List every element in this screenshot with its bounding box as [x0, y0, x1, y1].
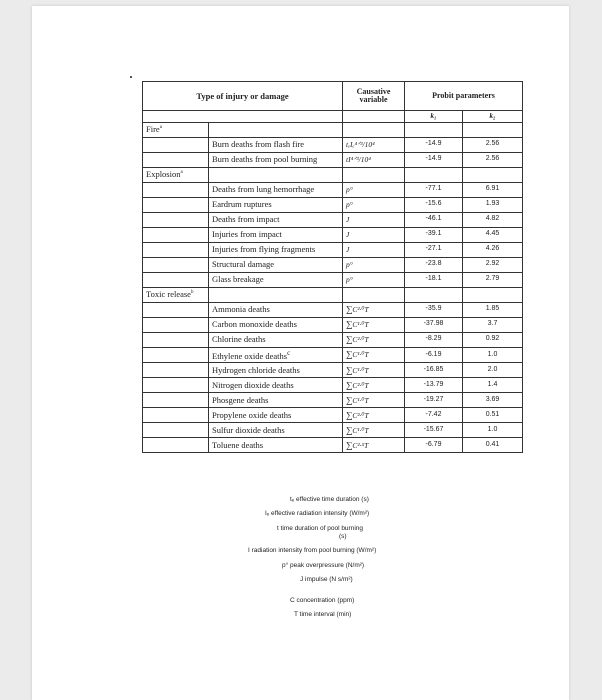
- variable-text: C¹·⁰T: [352, 395, 369, 405]
- k1-value: -23.8: [405, 257, 463, 272]
- causative-variable: [343, 212, 405, 227]
- k2-value: 2.79: [463, 272, 523, 287]
- variable-text: C¹·⁰T: [352, 365, 369, 375]
- variable-text: C¹·⁰T: [352, 350, 369, 360]
- variable-text: p°: [346, 260, 353, 270]
- injury-type: [209, 242, 343, 257]
- causative-variable: [343, 227, 405, 242]
- legend-t-line1: t time duration of pool burning: [277, 525, 363, 532]
- k1-value: -14.9: [405, 137, 463, 152]
- injury-type-text: Carbon monoxide deaths: [212, 319, 297, 330]
- variable-text: tₑIₑ⁴ᐟ³/10⁴: [346, 140, 375, 150]
- injury-type-text: Nitrogen dioxide deaths: [212, 379, 294, 390]
- indent-cell: [143, 227, 209, 242]
- variable-text: C²·⁰T: [352, 305, 369, 315]
- header-k1: k₁: [405, 111, 463, 123]
- header-type: Type of injury or damage: [143, 82, 343, 111]
- table-row: [143, 272, 523, 287]
- causative-variable: [343, 317, 405, 332]
- table-row: [143, 332, 523, 347]
- k2-value: 4.45: [463, 227, 523, 242]
- causative-variable: [343, 272, 405, 287]
- category-text: Explosion: [146, 169, 181, 180]
- category-note: a: [159, 125, 162, 131]
- table-row: [143, 182, 523, 197]
- k2-value: 1.85: [463, 302, 523, 317]
- category-note: b: [190, 290, 194, 296]
- causative-variable: [343, 257, 405, 272]
- sum-symbol: ∑: [346, 334, 353, 345]
- variable-text: C²·⁵T: [352, 440, 369, 450]
- category-empty-k2: [463, 167, 523, 182]
- sum-symbol: ∑: [346, 349, 353, 360]
- sum-symbol: ∑: [346, 394, 353, 405]
- k1-value: -8.29: [405, 332, 463, 347]
- category-row-toxic: [143, 287, 523, 302]
- injury-type: [209, 302, 343, 317]
- causative-variable: [343, 423, 405, 438]
- legend-c: C concentration (ppm): [290, 597, 355, 604]
- causative-variable: [343, 302, 405, 317]
- header-k2: k₂: [463, 111, 523, 123]
- sum-symbol: ∑: [346, 379, 353, 390]
- sum-symbol: ∑: [346, 409, 353, 420]
- injury-type: [209, 408, 343, 423]
- category-empty-k1: [405, 287, 463, 302]
- table-row: [143, 197, 523, 212]
- injury-type-text: Toluene deaths: [212, 439, 264, 450]
- category-empty-k2: [463, 287, 523, 302]
- indent-cell: [143, 438, 209, 453]
- indent-cell: [143, 212, 209, 227]
- causative-variable: [343, 332, 405, 347]
- k1-value: -77.1: [405, 182, 463, 197]
- causative-variable: [343, 137, 405, 152]
- injury-type: [209, 347, 343, 362]
- injury-type-text: Sulfur dioxide deaths: [212, 424, 285, 435]
- variable-text: J: [346, 245, 350, 255]
- legend-p: p° peak overpressure (N/m²): [282, 562, 365, 569]
- table-row: [143, 378, 523, 393]
- injury-type-text: Structural damage: [212, 259, 275, 270]
- variable-text: p°: [346, 275, 353, 285]
- table-row: [143, 227, 523, 242]
- injury-type: [209, 257, 343, 272]
- category-empty-var: [343, 122, 405, 137]
- table-row: [143, 242, 523, 257]
- table-row: [143, 137, 523, 152]
- k1-value: -16.85: [405, 363, 463, 378]
- k1-value: -15.67: [405, 423, 463, 438]
- page-mark: [130, 76, 132, 78]
- causative-variable: [343, 363, 405, 378]
- injury-type: [209, 137, 343, 152]
- category-note: a: [180, 170, 183, 176]
- injury-type: [209, 332, 343, 347]
- header-variable-line2: variable: [359, 95, 388, 104]
- causative-variable: [343, 438, 405, 453]
- sum-symbol: ∑: [346, 364, 353, 375]
- category-empty-k1: [405, 167, 463, 182]
- table-row: [143, 152, 523, 167]
- injury-type-text: Eardrum ruptures: [212, 199, 272, 210]
- probit-table: [142, 81, 523, 453]
- table-row: [143, 393, 523, 408]
- indent-cell: [143, 257, 209, 272]
- header-blank-var: [343, 111, 405, 123]
- injury-type-text: Propylene oxide deaths: [212, 409, 292, 420]
- variable-text: tI⁴ᐟ³/10⁴: [346, 155, 371, 165]
- category-empty-k1: [405, 122, 463, 137]
- indent-cell: [143, 152, 209, 167]
- causative-variable: [343, 393, 405, 408]
- injury-type-text: Phosgene deaths: [212, 394, 269, 405]
- injury-type: [209, 317, 343, 332]
- category-label: [143, 122, 209, 137]
- injury-type-note: c: [287, 348, 291, 357]
- k1-value: -14.9: [405, 152, 463, 167]
- causative-variable: [343, 182, 405, 197]
- variable-text: C¹·⁰T: [352, 320, 369, 330]
- table-row: [143, 408, 523, 423]
- injury-type: [209, 182, 343, 197]
- k1-value: -13.79: [405, 378, 463, 393]
- variable-text: C²·⁰T: [352, 335, 369, 345]
- indent-cell: [143, 302, 209, 317]
- k1-value: -18.1: [405, 272, 463, 287]
- category-row-fire: [143, 122, 523, 137]
- indent-cell: [143, 393, 209, 408]
- k1-value: -15.6: [405, 197, 463, 212]
- table-row: [143, 212, 523, 227]
- sum-symbol: ∑: [346, 304, 353, 315]
- k2-value: 1.0: [463, 347, 523, 362]
- k1-value: -35.9: [405, 302, 463, 317]
- injury-type-text: Chlorine deaths: [212, 334, 266, 345]
- indent-cell: [143, 242, 209, 257]
- indent-cell: [143, 408, 209, 423]
- k1-value: -6.19: [405, 347, 463, 362]
- indent-cell: [143, 137, 209, 152]
- variable-text: p°: [346, 200, 353, 210]
- k1-value: -37.98: [405, 317, 463, 332]
- table-row: [143, 302, 523, 317]
- causative-variable: [343, 242, 405, 257]
- table-row: [143, 257, 523, 272]
- k1-value: -7.42: [405, 408, 463, 423]
- k2-value: 2.92: [463, 257, 523, 272]
- k1-value: -39.1: [405, 227, 463, 242]
- variable-text: J: [346, 230, 350, 240]
- k1-value: -19.27: [405, 393, 463, 408]
- legend-te: tₑ effective time duration (s): [290, 496, 369, 503]
- injury-type: [209, 227, 343, 242]
- injury-type-text: Injuries from impact: [212, 229, 282, 240]
- injury-type-text: Burn deaths from flash fire: [212, 139, 305, 150]
- legend-tt: T time interval (min): [294, 611, 352, 618]
- causative-variable: [343, 408, 405, 423]
- legend-ie: Iₑ effective radiation intensity (W/m²): [265, 510, 370, 517]
- injury-type: [209, 272, 343, 287]
- k2-value: 0.51: [463, 408, 523, 423]
- injury-type: [209, 423, 343, 438]
- k1-value: -27.1: [405, 242, 463, 257]
- injury-type: [209, 393, 343, 408]
- k2-value: 4.82: [463, 212, 523, 227]
- table-row: [143, 423, 523, 438]
- category-empty-k2: [463, 122, 523, 137]
- table-row: [143, 347, 523, 362]
- injury-type: [209, 197, 343, 212]
- injury-type-text: Ammonia deaths: [212, 304, 270, 315]
- variable-text: p°: [346, 185, 353, 195]
- indent-cell: [143, 182, 209, 197]
- variable-text: C²·⁰T: [352, 380, 369, 390]
- sum-symbol: ∑: [346, 319, 353, 330]
- injury-type-text: Ethylene oxide deaths: [212, 350, 288, 361]
- k2-value: 1.93: [463, 197, 523, 212]
- k2-value: 6.91: [463, 182, 523, 197]
- category-text: Toxic release: [146, 289, 191, 300]
- header-probit: Probit parameters: [405, 82, 523, 111]
- k1-value: -6.79: [405, 438, 463, 453]
- indent-cell: [143, 423, 209, 438]
- category-empty-var: [343, 287, 405, 302]
- injury-type-text: Hydrogen chloride deaths: [212, 364, 300, 375]
- k1-value: -46.1: [405, 212, 463, 227]
- injury-type-text: Deaths from lung hemorrhage: [212, 184, 315, 195]
- causative-variable: [343, 152, 405, 167]
- header-blank: [143, 111, 343, 123]
- category-label: [143, 287, 209, 302]
- variable-text: C¹·⁰T: [352, 425, 369, 435]
- injury-type-text: Injuries from flying fragments: [212, 244, 316, 255]
- injury-type-text: Burn deaths from pool burning: [212, 154, 318, 165]
- k2-value: 2.56: [463, 137, 523, 152]
- causative-variable: [343, 197, 405, 212]
- category-label: [143, 167, 209, 182]
- k2-value: 0.92: [463, 332, 523, 347]
- k2-value: 3.7: [463, 317, 523, 332]
- indent-cell: [143, 317, 209, 332]
- indent-cell: [143, 363, 209, 378]
- document-page: [32, 6, 569, 700]
- variable-text: C²·⁰T: [352, 410, 369, 420]
- injury-type: [209, 378, 343, 393]
- k2-value: 2.56: [463, 152, 523, 167]
- indent-cell: [143, 197, 209, 212]
- header-variable: [343, 82, 405, 111]
- category-spacer: [209, 287, 343, 302]
- injury-type: [209, 363, 343, 378]
- k2-value: 3.69: [463, 393, 523, 408]
- table-row: [143, 317, 523, 332]
- causative-variable: [343, 378, 405, 393]
- injury-type: [209, 212, 343, 227]
- k2-value: 4.26: [463, 242, 523, 257]
- sum-symbol: ∑: [346, 424, 353, 435]
- legend-j: J impulse (N s/m²): [300, 576, 353, 583]
- indent-cell: [143, 378, 209, 393]
- variable-text: J: [346, 215, 350, 225]
- injury-type: [209, 152, 343, 167]
- indent-cell: [143, 272, 209, 287]
- injury-type-text: Glass breakage: [212, 274, 264, 285]
- legend-t-line2: (s): [339, 533, 347, 540]
- injury-type-text: Deaths from impact: [212, 214, 280, 225]
- table-row: [143, 438, 523, 453]
- category-empty-var: [343, 167, 405, 182]
- k2-value: 1.4: [463, 378, 523, 393]
- indent-cell: [143, 332, 209, 347]
- category-text: Fire: [146, 124, 160, 135]
- k2-value: 1.0: [463, 423, 523, 438]
- category-spacer: [209, 122, 343, 137]
- table-row: [143, 363, 523, 378]
- legend-i: I radiation intensity from pool burning (W/m²): [248, 547, 377, 554]
- k2-value: 2.0: [463, 363, 523, 378]
- header-variable-line1: Causative: [356, 86, 391, 96]
- category-row-explosion: [143, 167, 523, 182]
- causative-variable: [343, 347, 405, 362]
- injury-type: [209, 438, 343, 453]
- k2-value: 0.41: [463, 438, 523, 453]
- indent-cell: [143, 347, 209, 362]
- sum-symbol: ∑: [346, 439, 353, 450]
- category-spacer: [209, 167, 343, 182]
